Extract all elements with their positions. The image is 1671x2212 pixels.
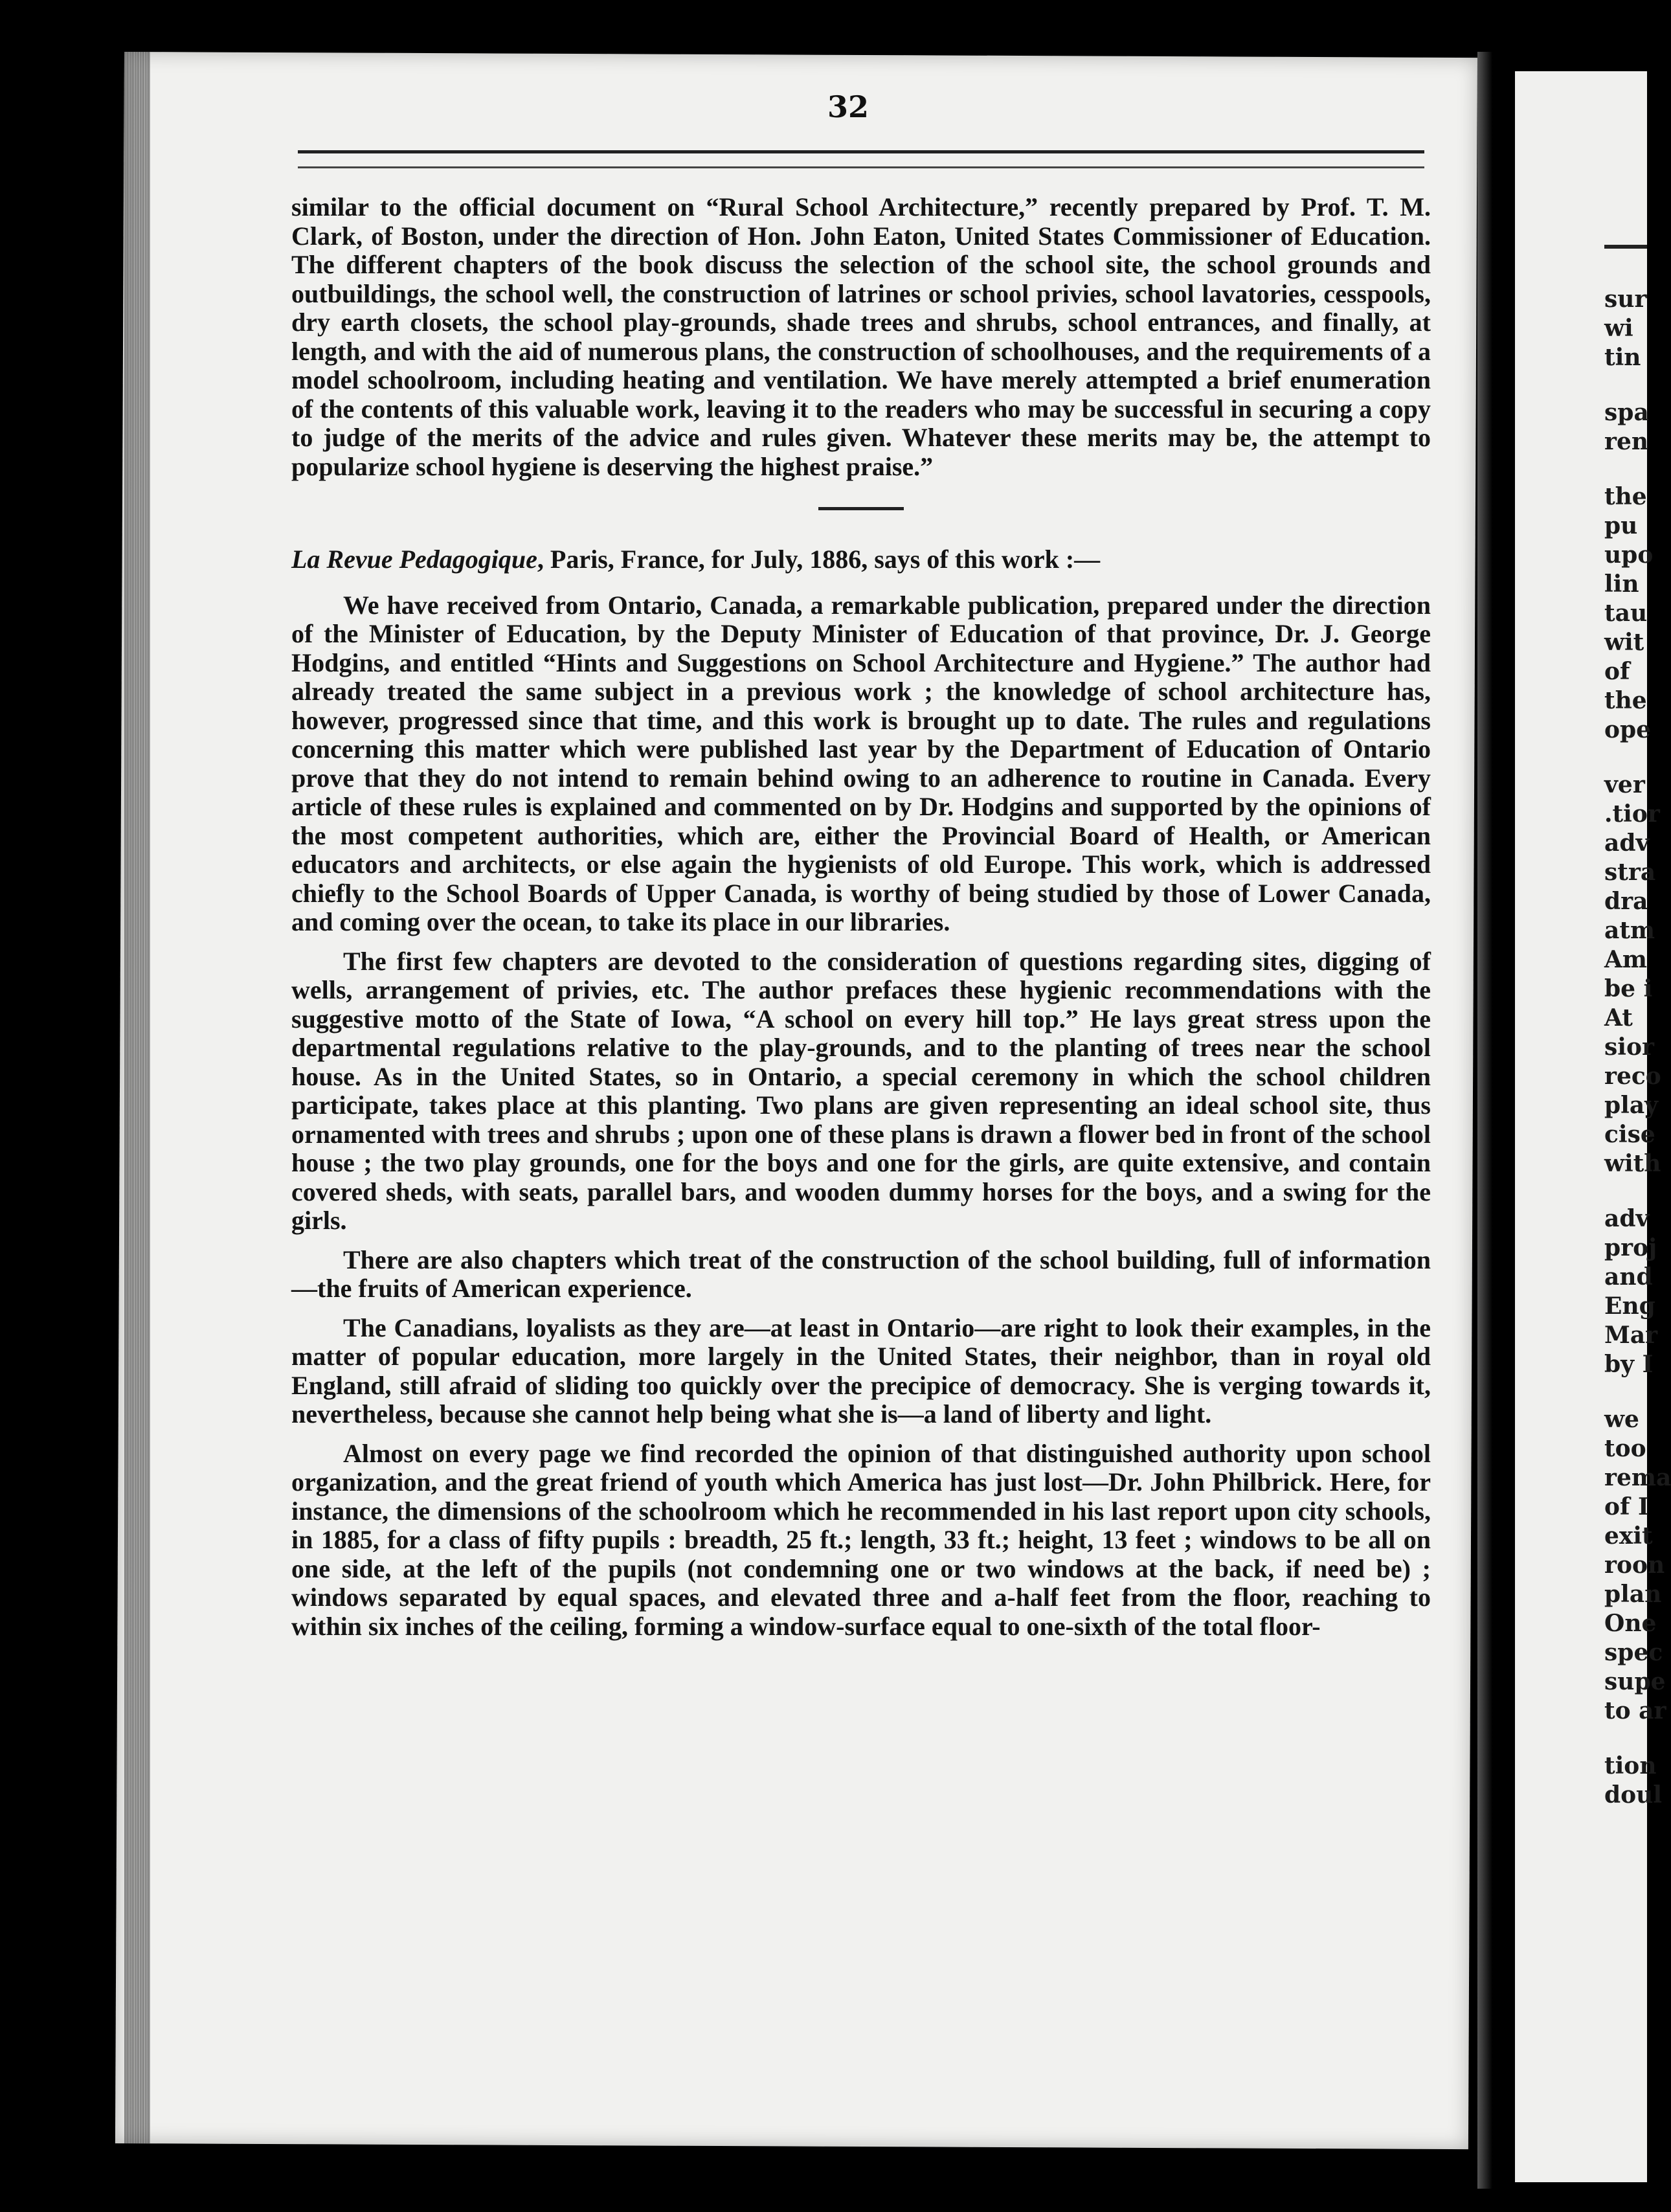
facing-page-fragment: ren [1604, 428, 1649, 455]
facing-page-fragment: rema [1604, 1464, 1671, 1491]
facing-page-fragment: we [1604, 1406, 1639, 1433]
facing-page-fragment: wi [1604, 315, 1633, 342]
facing-page-fragment: lin [1604, 570, 1639, 598]
facing-page-fragment: atm [1604, 917, 1655, 944]
facing-page-fragment: exit [1604, 1522, 1653, 1550]
facing-page-gap [1604, 457, 1650, 482]
paragraph: There are also chapters which treat of the construction of the school building, full of information—the fruits of American experience. [291, 1245, 1431, 1303]
facing-page-text [1604, 285, 1671, 1810]
facing-page-fragment: One [1604, 1610, 1657, 1637]
facing-page-fragment: by I [1604, 1351, 1654, 1378]
facing-page-gap [1604, 745, 1650, 771]
facing-page-fragment: play [1604, 1092, 1659, 1119]
facing-page-fragment: the [1604, 483, 1647, 510]
facing-page-fragment: sur [1604, 286, 1647, 313]
paragraph: The Canadians, loyalists as they are—at least in Ontario—are right to look their examples, in the matter of popular education, more largely in the United States, their neighbor, than in royal old England, still afraid of sliding too quickly over the precipice of democracy. She is verging towards it, nevertheless, because she cannot help being what she is—a land of liberty and light. [291, 1313, 1431, 1428]
facing-page-fragment: wit [1604, 629, 1644, 656]
facing-page-fragment: plan [1604, 1581, 1662, 1608]
binding-edge [124, 52, 150, 2143]
facing-page-fragment: and [1604, 1263, 1653, 1291]
facing-page-gap [1604, 1379, 1650, 1405]
facing-page-fragment: cise [1604, 1121, 1655, 1148]
facing-page-fragment: spa [1604, 399, 1649, 426]
facing-page-fragment: with [1604, 1150, 1661, 1177]
facing-page-fragment: ope [1604, 716, 1652, 743]
facing-page-fragment: of [1604, 658, 1630, 685]
facing-page-gap [1604, 1179, 1650, 1204]
facing-page-fragment: .tior [1604, 800, 1660, 828]
facing-page-fragment: pu [1604, 512, 1638, 539]
gutter-shadow [1477, 52, 1515, 2189]
header-rule [298, 150, 1424, 168]
facing-page-fragment: spec [1604, 1639, 1663, 1666]
facing-page-fragment: proj [1604, 1234, 1657, 1261]
facing-page-fragment: to ar [1604, 1697, 1666, 1724]
facing-page-fragment: of I [1604, 1493, 1649, 1520]
citation-rest: , Paris, France, for July, 1886, says of this work :— [537, 545, 1101, 574]
facing-page-fragment: too [1604, 1435, 1646, 1462]
facing-page-gap [1604, 372, 1650, 398]
page-number: 32 [827, 89, 869, 124]
facing-page-fragment: tion [1604, 1752, 1657, 1779]
facing-page-fragment: Eng [1604, 1292, 1655, 1320]
paragraph: We have received from Ontario, Canada, a remarkable publication, prepared under the direction of the Minister of Education, by the Deputy Minister of Education of that province, Dr. J. George Hodgins, and entitled “Hints and Suggestions on School Architecture and Hygiene.” The author had already treated the same subject in a previous work ; the knowledge of school architecture has, however, progressed since that time, and this work is brought up to date. The rules and regulations concerning this matter which were published last year by the Department of Education of Ontario prove that they do not intend to remain behind owing to an adherence to routine in Canada. Every article of these rules is explained and commented on by Dr. Hodgins and supported by the opinions of the most competent authorities, which are, either the Provincial Board of Health, or American educators and architects, or else again the hygienists of old Europe. This work, which is addressed chiefly to the School Boards of Upper Canada, is worthy of being studied by those of Lower Canada, and coming over the ocean, to take its place in our libraries. [291, 590, 1431, 936]
facing-page-fragment: be i [1604, 975, 1653, 1002]
facing-page-gap [1604, 1726, 1650, 1752]
facing-page-fragment: stra [1604, 859, 1656, 886]
facing-page-rule [1604, 245, 1647, 249]
facing-page-fragment: the [1604, 687, 1647, 714]
facing-page-fragment: Mar [1604, 1322, 1658, 1349]
facing-page-fragment: adv [1604, 1205, 1650, 1232]
facing-page-fragment: sior [1604, 1033, 1654, 1061]
facing-page-fragment: tau [1604, 600, 1648, 627]
citation-source: La Revue Pedagogique [291, 545, 537, 574]
paragraph: The first few chapters are devoted to the consideration of questions regarding sites, digging of wells, arrangement of privies, etc. The author prefaces these hygienic recommendations with the suggestive motto of the State of Iowa, “A school on every hill top.” He lays great stress upon the departmental regulations relative to the play-grounds, and to the planting of trees near the school house. As in the United States, so in Ontario, a special ceremony in which the school children participate, takes place at this planting. Two plans are given representing an ideal school site, thus ornamented with trees and shrubs ; upon one of these plans is drawn a flower bed in front of the school house ; the two play grounds, one for the boys and one for the girls, are quite extensive, and contain covered sheds, with seats, parallel bars, and wooden dummy horses for the boys, and a swing for the girls. [291, 946, 1431, 1235]
citation-line [291, 545, 1431, 574]
facing-page-fragment: tin [1604, 344, 1641, 371]
facing-page-fragment: doul [1604, 1781, 1663, 1809]
paragraph: Almost on every page we find recorded the opinion of that distinguished authority upon school organization, and the great friend of youth which America has just lost—Dr. John Philbrick. Here, for instance, the dimensions of the schoolroom which he recommended in his last report upon city schools, in 1885, for a class of fifty pupils : breadth, 25 ft.; length, 33 ft.; height, 13 feet ; windows to be all on one side, at the left of the pupils (not condemning one or two windows at the back, if need be) ; windows separated by equal spaces, and elevated three and a-half feet from the floor, reaching to within six inches of the ceiling, forming a window-surface equal to one-sixth of the total floor- [291, 1438, 1431, 1641]
facing-page-fragment: upo [1604, 541, 1654, 569]
facing-page-fragment: ver [1604, 771, 1645, 798]
facing-page-fragment: Am [1604, 946, 1648, 973]
facing-page-fragment: roon [1604, 1552, 1665, 1579]
quote-continuation: similar to the official document on “Rural School Architecture,” recently prepared by Prof. T. M. Clark, of Boston, under the direction of Hon. John Eaton, United States Commissioner of Education. The different chapters of the book discuss the selection of the school site, the school grounds and outbuildings, the school well, the construction of latrines or school privies, school lavatories, cesspools, dry earth closets, the school play-grounds, shade trees and shrubs, school entrances, and finally, at length, and with the aid of numerous plans, the construction of schoolhouses, and the requirements of a model schoolroom, including heating and ventilation. We have merely attempted a brief enumeration of the contents of this valuable work, leaving it to the readers who may be successful in securing a copy to judge of the merits of the advice and rules given. Whatever these merits may be, the attempt to popularize school hygiene is deserving the highest praise.” [291, 192, 1431, 481]
facing-page-fragment: supe [1604, 1668, 1666, 1695]
facing-page-fragment: reco [1604, 1063, 1661, 1090]
section-divider [818, 507, 904, 510]
facing-page-fragment: At [1604, 1004, 1633, 1032]
facing-page-fragment: adv [1604, 830, 1650, 857]
facing-page-fragment: dra [1604, 888, 1648, 915]
page-body [291, 193, 1431, 1651]
